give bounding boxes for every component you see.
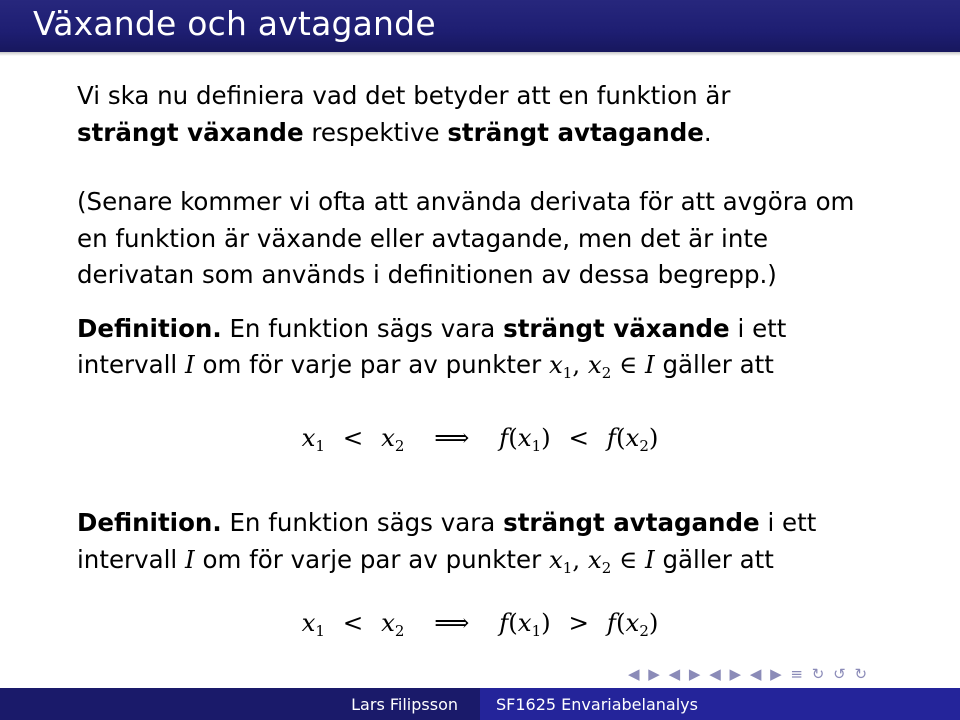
term-strictly-increasing: strängt växande	[77, 117, 304, 147]
def1-label: Definition.	[77, 313, 222, 343]
slide-title: Växande och avtagande	[33, 4, 436, 43]
implies-symbol-2: ⟹	[434, 608, 470, 637]
footer-bar	[0, 688, 960, 720]
footer-author: Lars Filipsson	[351, 695, 458, 714]
def2-text-b: i ett	[759, 508, 817, 537]
footer-left	[0, 688, 480, 720]
def1-text-b: i ett	[729, 313, 787, 343]
def2-line-2	[77, 542, 917, 579]
def2-text-points: om för varje par av punkter	[194, 544, 549, 574]
def1-points-math: $x_1$, $x_2$ ∈ I	[548, 350, 655, 382]
intro-line-2	[77, 115, 917, 152]
def2-term: strängt avtagande	[503, 508, 760, 537]
def1-text-points: om för varje par av punkter	[194, 350, 549, 379]
title-bar	[0, 0, 960, 52]
term-strictly-decreasing: strängt avtagande	[447, 117, 704, 147]
beamer-navigation-icons[interactable]: ◀ ▶ ◀ ▶ ◀ ▶ ◀ ▶ ≡ ↻ ↺ ↻	[628, 665, 870, 683]
def2-block	[77, 505, 917, 578]
def1-text-a: En funktion sägs vara	[221, 313, 504, 343]
def2-intervall: intervall	[77, 544, 186, 574]
intro-line-1: Vi ska nu definiera vad det betyder att en funktion är	[77, 81, 731, 110]
def1-line-2	[77, 347, 917, 384]
slide-content	[77, 78, 917, 384]
intro-period: .	[703, 117, 712, 147]
note-line-3: derivatan som används i definitionen av dessa begrepp.)	[77, 260, 777, 289]
def1-term: strängt växande	[503, 313, 730, 343]
def1-formula: $x_1 < x_2$ ⟹ $f(x_1) < f(x_2)$	[301, 423, 659, 455]
footer-course: SF1625 Envariabelanalys	[496, 695, 698, 714]
def2-interval-symbol: I	[185, 544, 195, 574]
def2-text-a: En funktion sägs vara	[221, 508, 504, 537]
def2-line-1	[77, 505, 917, 542]
intro-respektive: respektive	[303, 117, 448, 147]
def1-intervall: intervall	[77, 350, 186, 379]
def2-text-end: gäller att	[654, 544, 774, 574]
def2-formula: $x_1 < x_2$ ⟹ $f(x_1) > f(x_2)$	[301, 608, 659, 640]
def1-text-end: gäller att	[654, 350, 774, 379]
def2-points-math: $x_1$, $x_2$ ∈ I	[548, 544, 655, 577]
def1-interval-symbol: I	[185, 350, 195, 379]
note-line-2: en funktion är växande eller avtagande, men det är inte	[77, 223, 769, 253]
implies-symbol: ⟹	[434, 423, 470, 452]
def1-line-1	[77, 311, 917, 348]
title-bar-shadow	[0, 52, 960, 56]
note-line-1: (Senare kommer vi ofta att använda derivata för att avgöra om	[77, 187, 855, 216]
def2-label: Definition.	[77, 508, 222, 537]
